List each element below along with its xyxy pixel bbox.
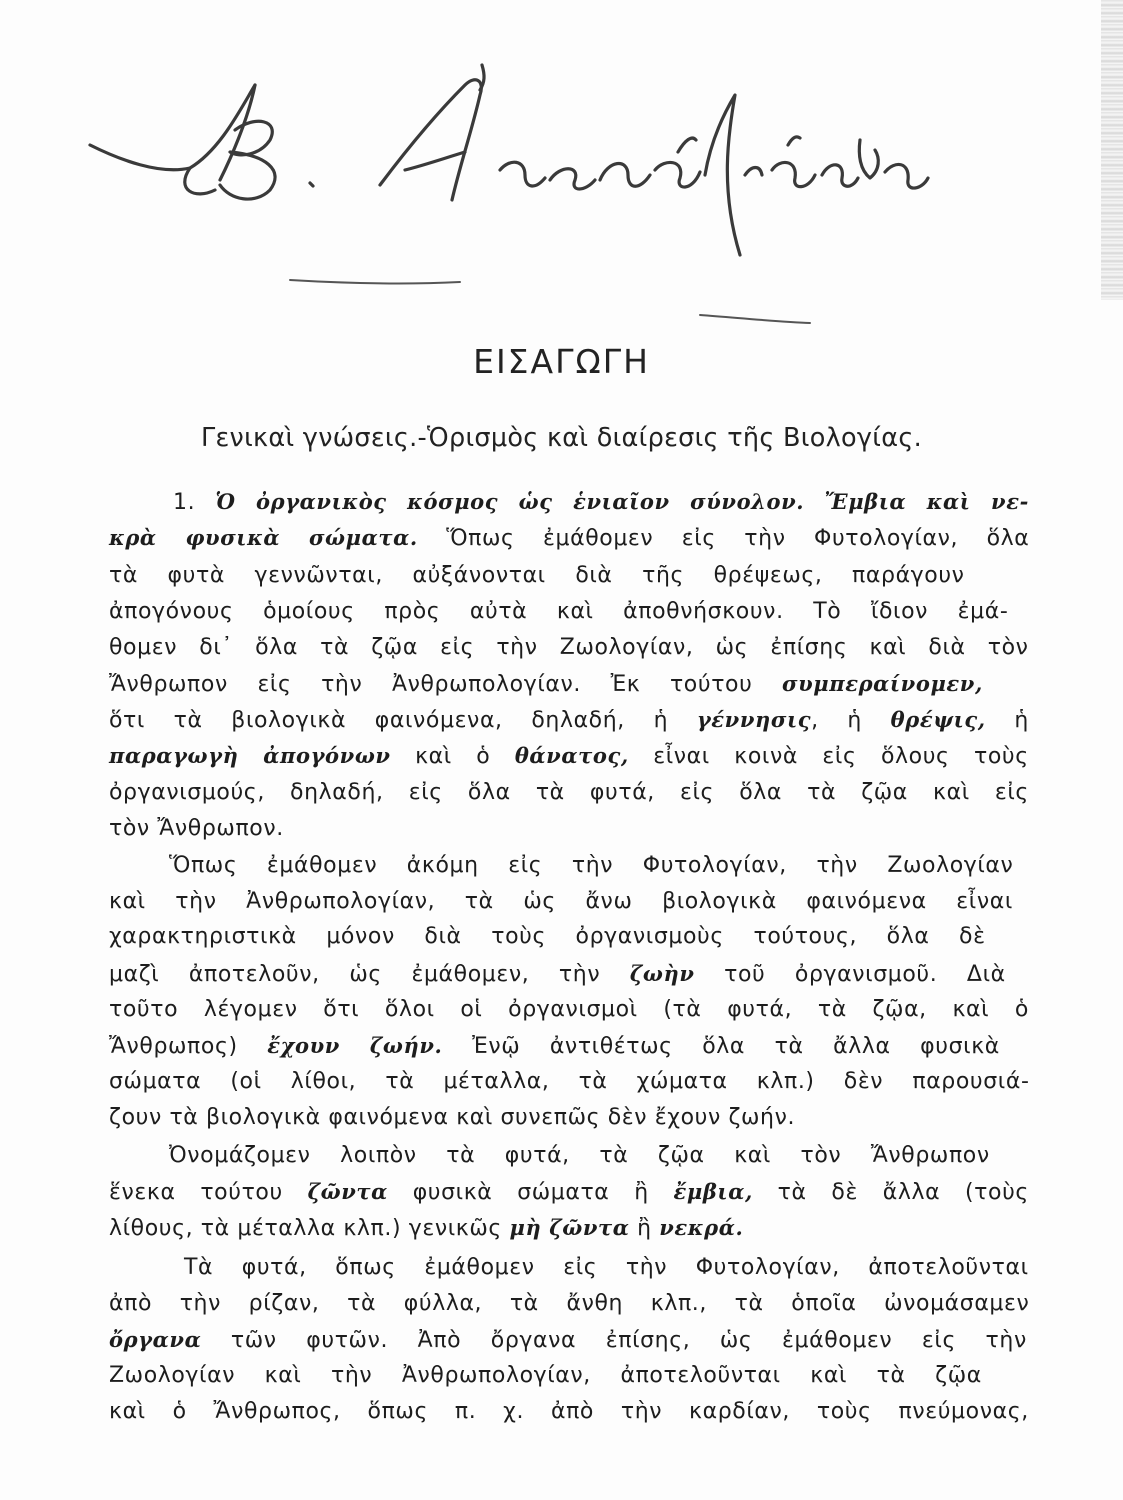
text-line [109,743,1029,769]
text-line [109,1291,1029,1316]
text-run: λίθους, τὰ μέταλλα κλπ.) γενικῶς [109,1216,510,1241]
text-run: ζουν τὰ βιολογικὰ φαινόμενα καὶ συνεπῶς δὲν ἔχουν ζωήν. [109,1105,796,1130]
text-line [109,525,1029,551]
text-run: μαζὶ ἀποτελοῦν, ὡς ἐμάθομεν, τὴν [109,962,630,987]
text-line [109,924,986,949]
text-run: τὰ φυτὰ γεννῶνται, αὐξάνονται διὰ τῆς θρέψεως, παράγουν [109,563,965,588]
text-run: φυσικὰ σώματα ἢ [387,1180,674,1205]
emphasis-text: Ὁ ὀργανικὸς κόσμος ὡς ἑνιαῖον σύνολον. Ἔμβια καὶ νε- [215,489,1029,514]
text-run: καὶ ὁ [390,744,515,769]
text-line [109,635,1029,660]
emphasis-text: γέννησις [696,707,812,732]
text-run: καὶ τὴν Ἀνθρωπολογίαν, τὰ ὡς ἄνω βιολογικὰ φαινόμενα εἶναι [109,889,1013,914]
text-line [109,1215,743,1241]
text-run: Τὰ φυτά, ὅπως ἐμάθομεν εἰς τὴν Φυτολογίαν, ἀποτελοῦνται [184,1255,1029,1280]
text-run: τῶν φυτῶν. Ἀπὸ ὄργανα ἐπίσης, ὡς ἐμάθομεν εἰς τὴν [201,1328,1027,1353]
text-line [109,671,983,697]
text-line [109,563,965,588]
text-run: 1. [173,490,216,515]
text-run: τὸν Ἄνθρωπον. [109,816,284,841]
emphasis-text: θάνατος, [514,743,629,768]
text-line [109,816,284,841]
text-line [109,1105,795,1130]
text-run: ἀπογόνους ὁμοίους πρὸς αὐτὰ καὶ ἀποθνήσκουν. Τὸ ἴδιον ἐμά- [109,599,1009,624]
text-run: καὶ ὁ Ἄνθρωπος, ὅπως π. χ. ἀπὸ τὴν καρδίαν, τοὺς πνεύμονας, [109,1399,1029,1424]
text-run: τοῦτο λέγομεν ὅτι ὅλοι οἱ ὀργανισμοὶ (τὰ φυτά, τὰ ζῷα, καὶ ὁ [109,997,1029,1022]
emphasis-text: μὴ ζῶντα [509,1215,630,1240]
text-run: Ὅπως ἐμάθομεν ἀκόμη εἰς τὴν Φυτολογίαν, τὴν Ζωολογίαν [169,853,1014,878]
text-line [173,489,1029,515]
text-line [109,599,1008,624]
text-run: Ὅπως ἐμάθομεν εἰς τὴν Φυτολογίαν, ὅλα [417,526,1030,551]
text-run: θομεν δι᾽ ὅλα τὰ ζῷα εἰς τὴν Ζωολογίαν, ὡς ἐπίσης καὶ διὰ τὸν [109,635,1029,660]
text-line [109,889,1013,914]
text-line [109,1363,982,1388]
text-run: ἡ [985,708,1029,733]
text-run: ἕνεκα τούτου [109,1180,308,1205]
emphasis-text: θρέψις, [890,707,986,732]
text-run: , ἡ [811,708,891,733]
text-run: χαρακτηριστικὰ μόνον διὰ τοὺς ὀργανισμοὺς τούτους, ὅλα δὲ [109,924,986,949]
text-line [109,1327,1027,1353]
text-run: εἶναι κοινὰ εἰς ὅλους τοὺς [628,744,1029,769]
text-line [109,1399,1029,1424]
text-line [109,997,1029,1022]
section-subtitle: Γενικαὶ γνώσεις.-Ὁρισμὸς καὶ διαίρεσις τῆς Βιολογίας. [200,423,923,453]
text-line [184,1255,1029,1280]
text-line [169,853,1013,878]
text-line [109,707,1029,733]
text-run: Ἄνθρωπον εἰς τὴν Ἀνθρωπολογίαν. Ἐκ τούτου [109,672,783,697]
emphasis-text: ἔχουν ζωήν. [267,1033,443,1058]
text-run: τοῦ ὀργανισμοῦ. Διὰ [694,962,1006,987]
text-run: ἢ [629,1216,660,1241]
text-run: τὰ δὲ ἄλλα (τοὺς [752,1180,1029,1205]
handwritten-signature [80,40,1080,340]
emphasis-text: ζωὴν [629,961,695,986]
text-run: Ζωολογίαν καὶ τὴν Ἀνθρωπολογίαν, ἀποτελοῦνται καὶ τὰ ζῷα [109,1363,982,1388]
emphasis-text: παραγωγὴ ἀπογόνων [109,743,391,768]
text-run: Ἐνῷ ἀντιθέτως ὅλα τὰ ἄλλα φυσικὰ [442,1034,1000,1059]
emphasis-text: συμπεραίνομεν, [782,671,983,696]
text-line [109,1179,1029,1205]
emphasis-text: κρὰ φυσικὰ σώματα. [109,525,418,550]
emphasis-text: ὄργανα [109,1327,202,1352]
text-run: ὀργανισμούς, δηλαδή, εἰς ὅλα τὰ φυτά, εἰς ὅλα τὰ ζῷα καὶ εἰς [109,780,1029,805]
page-binding-edge [1101,0,1123,300]
emphasis-text: ζῶντα [307,1179,388,1204]
text-line [109,961,1006,987]
text-run: σώματα (οἱ λίθοι, τὰ μέταλλα, τὰ χώματα κλπ.) δὲν παρουσιά- [109,1069,1030,1094]
emphasis-text: νεκρά. [659,1215,744,1240]
text-line [169,1143,990,1168]
text-line [109,780,1029,805]
text-run: ἀπὸ τὴν ρίζαν, τὰ φύλλα, τὰ ἄνθη κλπ., τὰ ὁποῖα ὠνομάσαμεν [109,1291,1030,1316]
text-line [109,1069,1029,1094]
page-title: ΕΙΣΑΓΩΓΗ [473,342,650,381]
text-run: Ἄνθρωπος) [109,1034,268,1059]
text-run: Ὀνομάζομεν λοιπὸν τὰ φυτά, τὰ ζῷα καὶ τὸν Ἄνθρωπον [169,1143,990,1168]
text-line [109,1033,1000,1059]
text-run: ὅτι τὰ βιολογικὰ φαινόμενα, δηλαδή, ἡ [109,708,697,733]
emphasis-text: ἔμβια, [673,1179,753,1204]
